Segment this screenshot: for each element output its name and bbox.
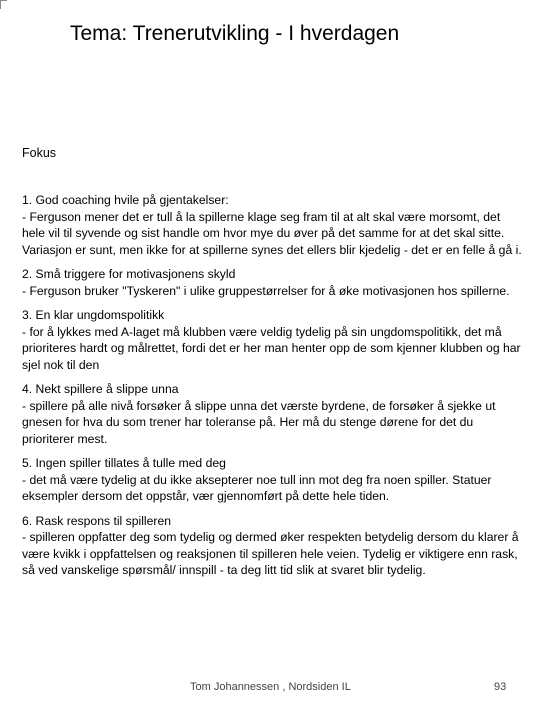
section-body: - spilleren oppfatter deg som tydelig og dermed øker respekten betydelig dersom du klarer å være kvikk i oppfattelsen og reaksjonen til spilleren hele veien. Tydelig er viktigere enn rask, så ved vanskelige spørsmål/ innspill - ta deg litt tid slik at svaret blir tydelig. (22, 530, 519, 577)
section-heading: 1. God coaching hvile på gjentakelser: (22, 193, 229, 207)
section-heading: 3. En klar ungdomspolitikk (22, 308, 165, 322)
section-heading: 4. Nekt spillere å slippe unna (22, 382, 179, 396)
section-4 (22, 381, 524, 447)
section-2 (22, 266, 524, 299)
section-body: - det må være tydelig at du ikke aksepterer noe tull inn mot deg fra noen spiller. Statuer eksempler dersom det oppstår, vær gjennomført på dette hele tiden. (22, 472, 492, 503)
page-number: 93 (494, 681, 507, 693)
slide-title: Tema: Trenerutvikling - I hverdagen (70, 22, 400, 45)
section-body: - for å lykkes med A-laget må klubben være veldig tydelig på sin ungdomspolitikk, det må prioriteres hardt og målrettet, fordi det er her man henter opp de som kjenner klubben og har sjel nok til den (22, 324, 521, 372)
slide-content (22, 192, 524, 587)
section-6 (22, 513, 524, 579)
section-body: - Ferguson mener det er tull å la spillerne klage seg fram til at alt skal være morsomt, det hele vil til syvende og sist handle om hvor mye du øver på det samme for at det skal sitte. Variasjon er sunt, men ikke for at spillerne synes det ellers blir kjedelig - det er en felle å gå i. (22, 209, 522, 257)
footer-author: Tom Johannessen , Nordsiden IL (190, 681, 351, 693)
section-body: - Ferguson bruker "Tyskeren" i ulike gruppestørrelser for å øke motivasjonen hos spillerne. (22, 283, 510, 298)
section-3 (22, 307, 524, 373)
section-heading: 6. Rask respons til spilleren (22, 513, 172, 528)
section-body: - spillere på alle nivå forsøker å slippe unna det værste byrdene, de forsøker å sjekke ut gnesen for hva du som trener har toleranse på. Her må du stenge dørene for det du prioriterer mest. (22, 398, 496, 446)
section-heading: 2. Små triggere for motivasjonens skyld (22, 267, 236, 281)
section-5 (22, 455, 524, 505)
section-heading: 5. Ingen spiller tillates å tulle med deg (22, 456, 226, 470)
section-1 (22, 192, 524, 258)
corner-crop-mark (0, 0, 7, 9)
fokus-label: Fokus (22, 146, 57, 160)
